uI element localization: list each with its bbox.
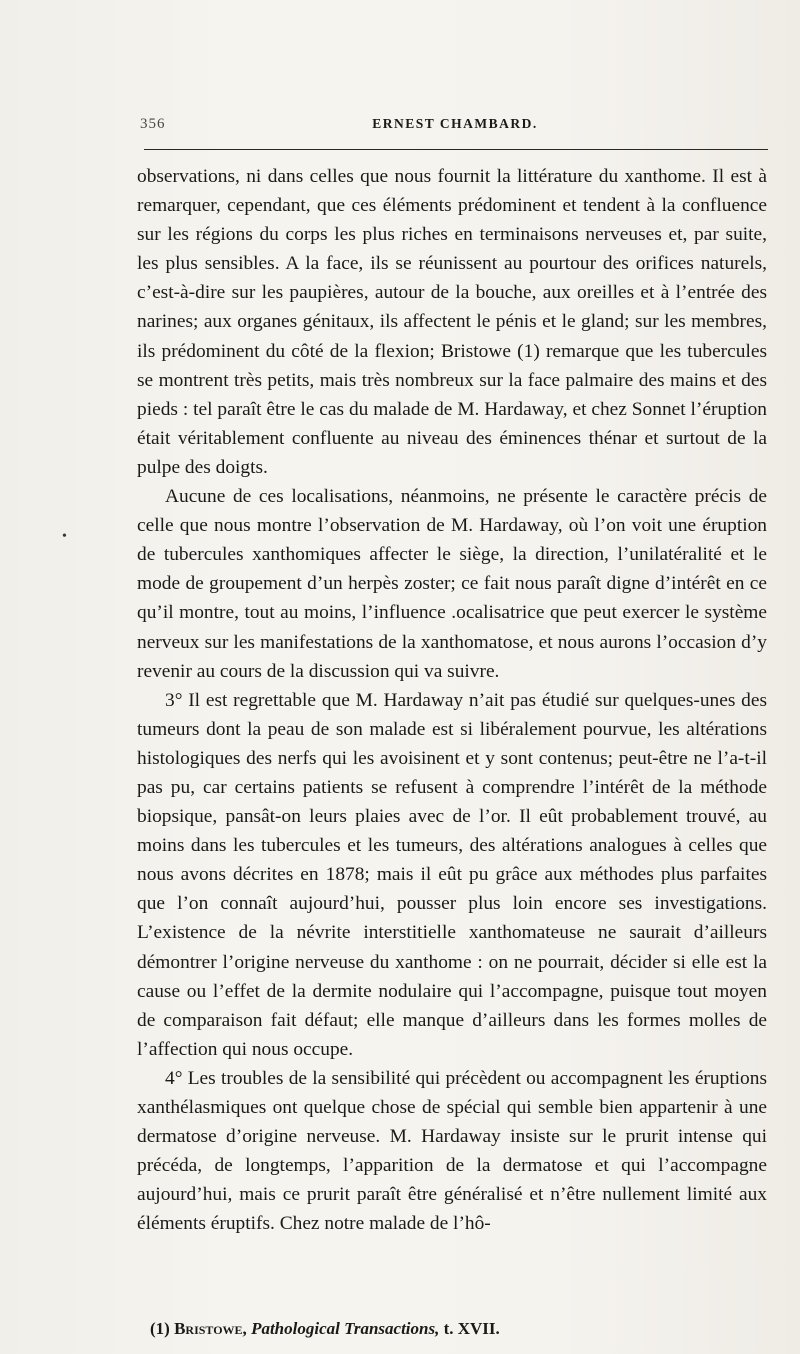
footnote-marker: (1) xyxy=(150,1319,170,1338)
running-head xyxy=(140,116,770,138)
footnote-title: Pathological Transactions, xyxy=(251,1319,440,1338)
header-rule xyxy=(144,149,768,150)
footnote-reference: t. XVII. xyxy=(443,1319,500,1338)
paragraph: 3° Il est regrettable que M. Hardaway n’ait pas étudié sur quelques-unes des tumeurs dont la peau de son malade est si libéralement pourvue, les altérations histologiques des nerfs qui les avoisinent et y sont contenus; peut-être ne l’a-t-il pas pu, car certains patients se refusent à comprendre l’intérêt de la méthode biopsique, pansât-on leurs plaies avec de l’or. Il eût probablement trouvé, au moins dans les tubercules et les tumeurs, des altérations analogues à celles que nous avons décrites en 1878; mais il eût pu grâce aux méthodes plus parfaites que l’on connaît aujourd’hui, pousser plus loin encore ses investigations. L’existence de la névrite interstitielle xanthomateuse ne saurait d’ailleurs démontrer l’origine nerveuse du xanthome : on ne pourrait, décider si elle est la cause ou l’effet de la dermite nodulaire qui l’accompagne, puisque tout moyen de comparaison fait défaut; elle manque d’ailleurs dans les formes molles de l’affection qui nous occupe. xyxy=(137,689,767,1060)
paragraph: Aucune de ces localisations, néanmoins, ne présente le caractère précis de celle que nous montre l’observation de M. Hardaway, où l’on voit une éruption de tubercules xanthomiques affecter le siège, la direction, l’unilatéralité et le mode de groupement d’un herpès zoster; ce fait nous paraît digne d’intérêt en ce qu’il montre, tout au moins, l’influence .ocalisatrice que peut exercer le système nerveux sur les manifestations de la xanthomatose, et nous aurons l’occasion d’y revenir au cours de la discussion qui va suivre. xyxy=(137,486,767,682)
paragraph: 4° Les troubles de la sensibilité qui précèdent ou accompagnent les éruptions xanthélasmiques ont quelque chose de spécial qui semble bien appartenir à une dermatose d’origine nerveuse. M. Hardaway insiste sur le prurit intense qui précéda, de longtemps, l’apparition de la dermatose et qui l’accompagne aujourd’hui, mais ce prurit paraît être généralisé et n’être nullement limité aux éléments éruptifs. Chez notre malade de l’hô- xyxy=(137,1067,767,1235)
footnote xyxy=(150,1318,770,1340)
margin-mark: • xyxy=(62,529,67,544)
page-number: 356 xyxy=(140,116,166,132)
body-text xyxy=(137,162,767,1238)
paragraph: observations, ni dans celles que nous fournit la littérature du xanthome. Il est à remarquer, cependant, que ces éléments prédominent et tendent à la confluence sur les régions du corps les plus riches en terminaisons nerveuses et, par suite, les plus sensibles. A la face, ils se réunissent au pourtour des orifices naturels, c’est-à-dire sur les paupières, autour de la bouche, aux oreilles et à l’entrée des narines; aux organes génitaux, ils affectent le pénis et le gland; sur les membres, ils prédominent du côté de la flexion; Bristowe (1) remarque que les tubercules se montrent très petits, mais très nombreux sur la face palmaire des mains et des pieds : tel paraît être le cas du malade de M. Hardaway, et chez Sonnet l’éruption était véritablement confluente au niveau des éminences thénar et surtout de la pulpe des doigts. xyxy=(137,166,767,478)
running-title: ERNEST CHAMBARD. xyxy=(372,116,538,131)
footnote-author: Bristowe, xyxy=(174,1319,247,1338)
